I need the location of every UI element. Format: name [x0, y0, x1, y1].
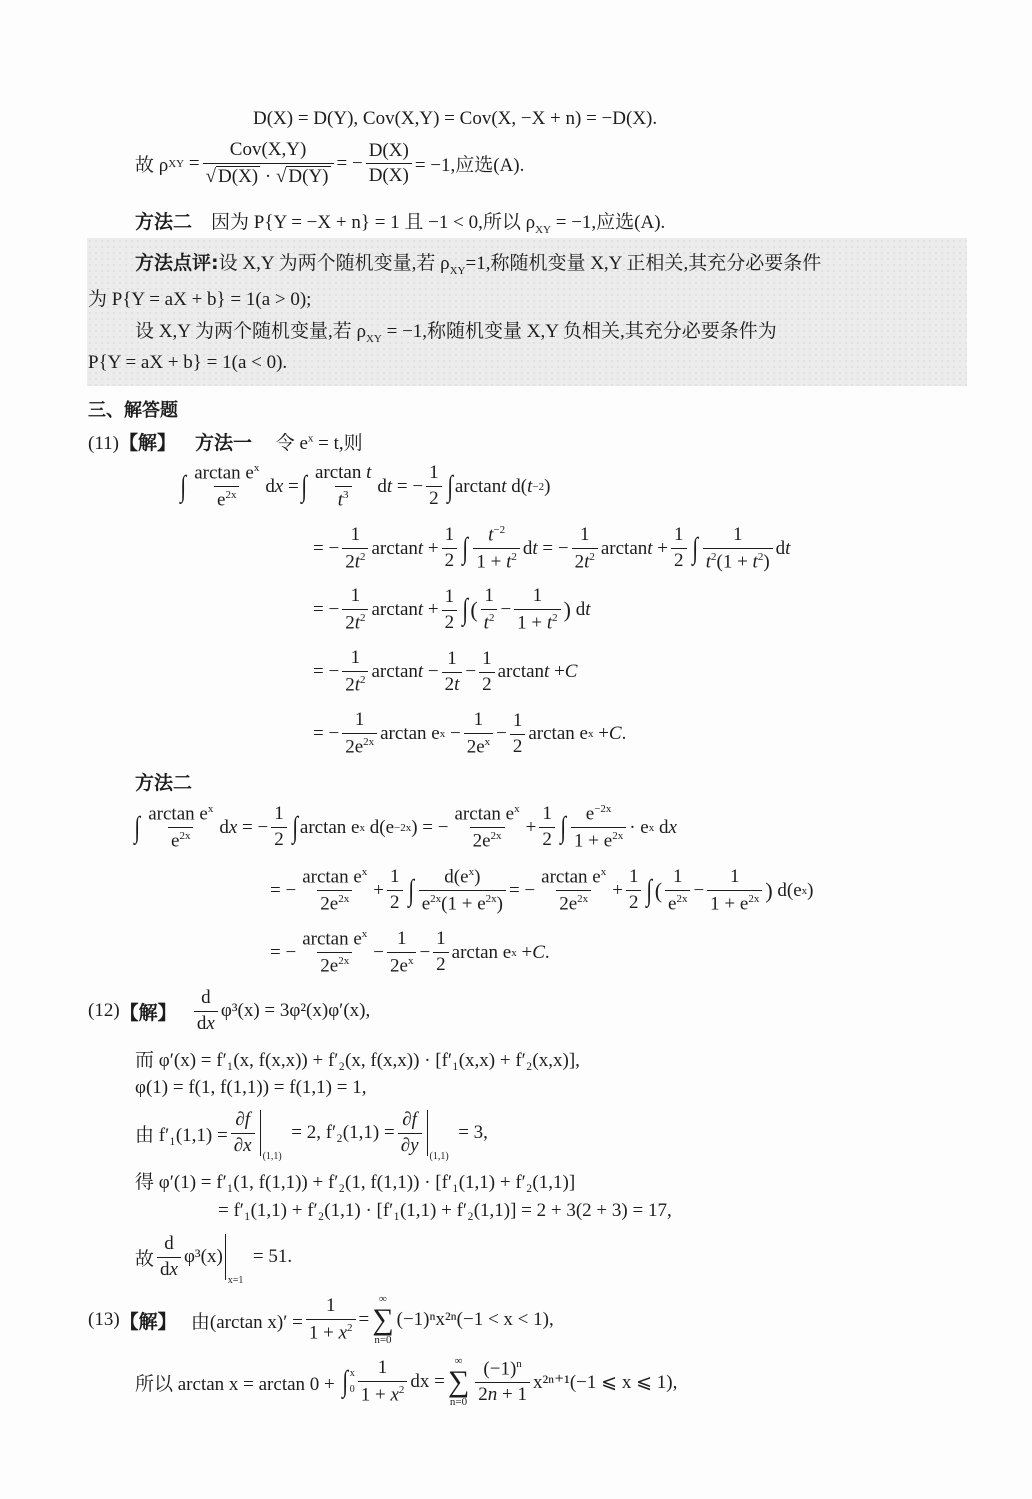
solution-tag: 【解】 [119, 1310, 177, 1333]
section-title: 三、解答题 [88, 400, 178, 421]
integral-sign: ∫ [134, 810, 140, 844]
callout-line-4: P{Y = aX + b} = 1(a < 0). [88, 352, 288, 373]
q12-line-3: φ(1) = f(1, f(1,1)) = f(1,1) = 1, [135, 1077, 367, 1098]
q12-line-6: = f′₁(1,1) + f′₂(1,1) · [f′₁(1,1) + f′₂(1,1)] = 2 + 3(2 + 3) = 17, [218, 1200, 672, 1221]
q11-m1-line-4: = − $\frac{1}{2t^2}$ arctan t − $\frac{1}{2t}$ − $\frac{1}{2}$ arctan t + C [313, 647, 578, 696]
eval-point: x=1 [227, 1275, 244, 1287]
eval-point: (1,1) [262, 1151, 282, 1163]
equation-variance-covariance: D(X) = D(Y), Cov(X,Y) = Cov(X, −X + n) = −D(X). [253, 108, 658, 129]
summation: ∞ ∑ n=0 [447, 1355, 470, 1408]
text: x²ⁿ⁺¹(−1 ⩽ x ⩽ 1), [532, 1371, 678, 1393]
subscript: XY [535, 223, 551, 236]
integral-sign: ∫ [462, 593, 469, 627]
fraction: $\frac{\text{arctan t}}{t^3}$ [314, 461, 372, 510]
text: 因为 P{Y = −X + n} = 1 且 −1 < 0,所以 ρ [211, 212, 536, 233]
q12-line-4: 由 f′₁(1,1) = $\frac{\partial f}{\partial x}$ (1,1) = 2, f′₂(1,1) = $\frac{\partial f}{\partial y}$ (1,1) = 3, [135, 1109, 488, 1163]
numerator: D(X) [368, 139, 409, 161]
integral-sign: ∫ [691, 531, 698, 565]
text: 设 X,Y 为两个随机变量,若 ρ [218, 253, 450, 274]
fraction [203, 140, 334, 188]
q11-m1-line-2: = − $\frac{1}{2t^2}$ arctan t + $\frac{1}{2}$ ∫ $\frac{t^{-2}}{1 + t^2}$ d t = − $\frac{1}{2t^2}$ arctan t + $\frac{1}{2}$ ∫ $\frac{1}{t^2(1 + t^2)}$ d t [313, 523, 791, 573]
text: = 3, [458, 1122, 488, 1144]
text: 故 ρ [135, 155, 169, 177]
text: φ³(x) = 3φ²(x)φ′(x), [220, 1000, 371, 1022]
integral-sign: ∫ [646, 873, 653, 907]
text: = −1,称随机变量 X,Y 负相关,其充分必要条件为 [381, 321, 777, 342]
text: φ³(x) [183, 1246, 223, 1268]
sqrt-term: D(Y) [288, 165, 329, 187]
callout-label: 方法点评: [135, 252, 219, 274]
text: 由 f′₁(1,1) = [135, 1124, 228, 1146]
text: dx = [410, 1371, 445, 1392]
q12-line-7: 故 $\frac{d}{dx}$ φ³(x) x=1 = 51. [135, 1233, 293, 1287]
fraction [366, 141, 412, 188]
q11-m2-line-2: = − $\frac{\arctan e^x}{2e^{2x}}$ + $\frac{1}{2}$ ∫ $\frac{d(e^x)}{e^{2x}(1 + e^{2x})}$ = − $\frac{\arctan e^x}{2e^{2x}}$ + $\frac{1}{2}$ ∫ ( $\frac{1}{e^{2x}}$ − $\frac{1}{1 + e^{2x}}$ ) d(e x ) [270, 865, 814, 915]
eval-point: (1,1) [429, 1151, 449, 1163]
integral-sign: ∫ [180, 469, 186, 503]
numerator: Cov(X,Y) [229, 139, 307, 160]
q12-line-2: 而 φ′(x) = f′₁(x, f(x,x)) + f′₂(x, f(x,x)) · [f′₁(x,x) + f′₂(x,x)], [135, 1050, 580, 1071]
solution-tag: 【解】 [118, 432, 176, 454]
q13-line-2: 所以 arctan x = arctan 0 + ∫ x 0 $\frac{1}{1 + x^2}$ dx = ∞ ∑ n=0 $\frac{(-1)^n}{2n + 1}$ x²ⁿ⁺¹(−1 ⩽ x ⩽ 1), [135, 1355, 678, 1408]
fraction: $\frac{1}{2}$ [426, 463, 442, 510]
summation: ∞ ∑ n=0 [372, 1293, 394, 1346]
text: 由(arctan x)′ = [190, 1311, 303, 1333]
integral-sign: ∫ [291, 810, 298, 844]
text: = −1,应选(A). [550, 212, 666, 233]
solution-tag: 【解】 [119, 1001, 177, 1024]
text: 令 e [275, 433, 308, 454]
method-two-line [135, 207, 665, 236]
subscript: XY [449, 264, 466, 277]
method-label: 方法一 [194, 432, 252, 454]
q13-line-1: (13) 【解】 由(arctan x)′ = $\frac{1}{1 + x^2}$ = ∞ ∑ n=0 (−1)ⁿx²ⁿ(−1 < x < 1), [88, 1293, 554, 1346]
equation-correlation-coefficient: 故 ρ XY = $\frac{\text{Cov(X,Y)}}{√ D(X) \cdot √ D(Y)}$ = − $\frac{D(X)}{D(X)}$ = −1,应选(A). [135, 139, 525, 187]
text: 所以 arctan x = arctan 0 + [135, 1373, 335, 1395]
q11-header [88, 428, 363, 455]
text: 设 X,Y 为两个随机变量,若 ρ [135, 321, 366, 342]
callout-line-2: 为 P{Y = aX + b} = 1(a > 0); [88, 289, 312, 310]
q12-line-5: 得 φ′(1) = f′₁(1, f(1,1)) + f′₂(1, f(1,1)) · [f′₁(1,1) + f′₂(1,1)] [135, 1172, 576, 1193]
denominator: √ D(X) · √ D(Y) [203, 163, 334, 188]
text: = 51. [252, 1246, 293, 1268]
callout-line-3 [135, 316, 777, 345]
q11-m1-line-5: = − $\frac{1}{2e^{2x}}$ arctan e x − $\frac{1}{2e^x}$ − $\frac{1}{2}$ arctan e x + C . [313, 709, 627, 758]
question-number: (11) [88, 433, 119, 454]
q11-m1-line-3: = − $\frac{1}{2t^2}$ arctan t + $\frac{1}{2}$ ∫ ( $\frac{1}{t^2}$ − $\frac{1}{1 + t^2}$ ) d t [313, 585, 591, 634]
sqrt-term: D(X) [218, 165, 259, 187]
integral-sign: ∫ [341, 1365, 348, 1398]
callout-line-1 [135, 248, 821, 277]
derivative-operator: $\frac{d}{dx}$ [194, 988, 218, 1035]
integral-sign: ∫ [300, 469, 307, 503]
integral-sign: ∫ [407, 873, 414, 907]
integral-sign: ∫ [560, 810, 566, 844]
text: = t,则 [313, 433, 363, 454]
method-label: 方法二 [135, 211, 193, 233]
denominator: D(X) [366, 163, 412, 187]
text: =1,称随机变量 X,Y 正相关,其充分必要条件 [465, 253, 822, 274]
text: = −1,应选(A). [414, 155, 525, 177]
subscript: XY [365, 332, 382, 345]
question-number: (12) [88, 1000, 120, 1022]
q11-method-two-label: 方法二 [135, 772, 193, 794]
q12-line-1 [88, 988, 370, 1035]
q11-m1-line-1: ∫ $\frac{\arctan e^x}{e^{2x}}$ d x = ∫ $\frac{\text{arctan t}}{t^3}$ d t = − $\frac{1}{2}$ ∫ arctan t d( t −2 ) [180, 461, 551, 511]
integral-sign: ∫ [462, 531, 469, 565]
integral-sign: ∫ [446, 469, 453, 503]
q11-m2-line-1: ∫ $\frac{\arctan e^x}{e^{2x}}$ d x = − $\frac{1}{2}$ ∫ arctan e x d(e −2x ) = − $\frac{\arctan e^x}{2e^{2x}}$ + $\frac{1}{2}$ ∫ $\frac{e^{-2x}}{1 + e^{2x}}$ · e x d x [134, 803, 677, 852]
q11-m2-line-3: = − $\frac{\arctan e^x}{2e^{2x}}$ − $\frac{1}{2e^x}$ − $\frac{1}{2}$ arctan e x + C . [270, 927, 550, 977]
question-number: (13) [88, 1309, 120, 1330]
subscript: XY [168, 157, 185, 170]
text: = 2, f′₂(1,1) = [291, 1122, 395, 1144]
superscript: x [307, 432, 314, 445]
fraction: $\frac{\arctan e^x}{e^{2x}}$ [194, 462, 260, 511]
text: 故 [135, 1248, 155, 1270]
text: (−1)ⁿx²ⁿ(−1 < x < 1), [396, 1309, 554, 1330]
